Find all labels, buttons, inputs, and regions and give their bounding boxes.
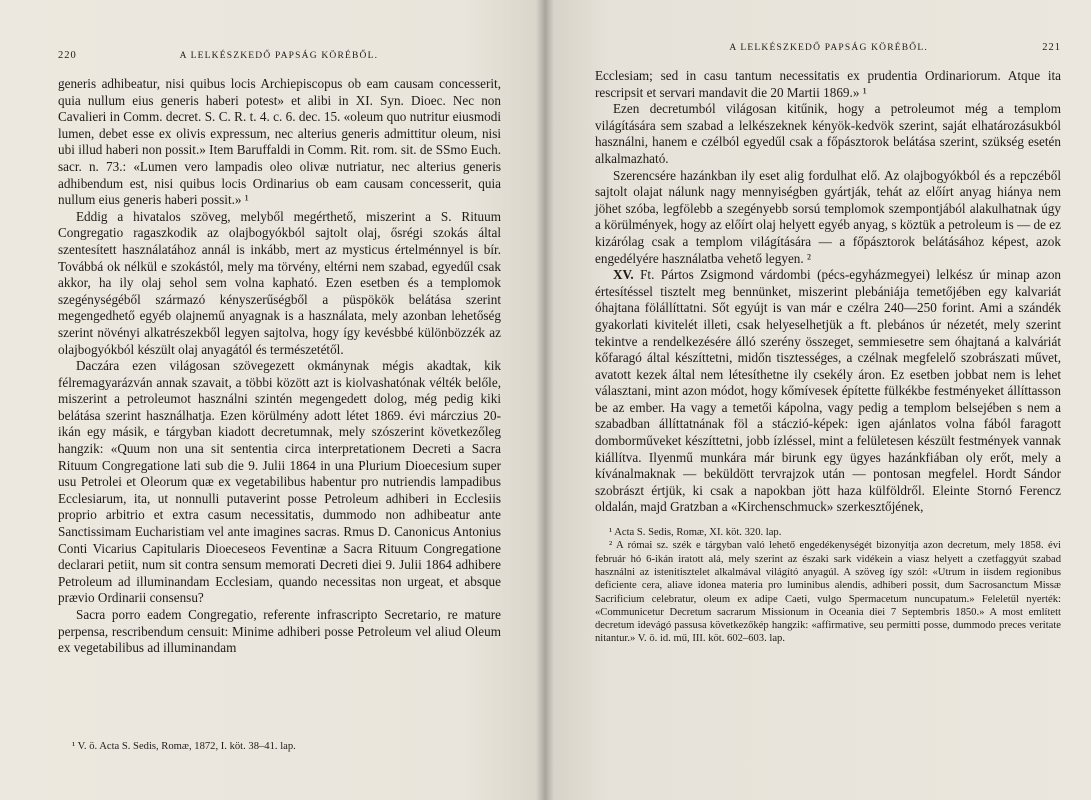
running-head: A LELKÉSZKEDŐ PAPSÁG KÖRÉBŐL. — [729, 43, 928, 53]
running-head: A LELKÉSZKEDŐ PAPSÁG KÖRÉBŐL. — [179, 51, 379, 61]
footnote: ¹ V. ö. Acta S. Sedis, Romæ, 1872, I. köt. 38–41. lap. — [72, 741, 296, 752]
right-page — [545, 0, 1091, 800]
section-marker: XV. — [613, 267, 634, 283]
footnote: ² A római sz. szék e tárgyban való lehető engedékenységét bizonyítja azon decretum, mely 1858. évi február hó 6-ikán iratott alá, mely szerint az északi sark vidékein a viasz helyett a czetfaggyút szabad használni az istenitisztelet alkalmával világító anyagúl. A szöveg így szól: «Utrum in iisdem regionibus deficiente cera, aliave idonea materia pro luminibus alendis, adhiberi possit, dum Sacrosanctum Missæ Sacrificium celebratur, oleum ex adipe Caeti, vulgo Spermacetum nuncupatum.» Feleletűl nyerték: «Communicetur Decretum sacrarum Missionum in Oceania diei 7 Septembris 1850.» A most említett decretum idevágó passusa következőkép hangzik: «affirmative, seu permitti posse, dummodo preces veritate nitantur.» V. ö. id. mű, III. köt. 602–603. lap. — [595, 540, 1061, 645]
paragraph: Ecclesiam; sed in casu tantum necessitatis ex prudentia Ordinariorum. Atque ita rescripsit et servari mandavit die 20 Martii 1869.» ¹ — [595, 68, 1061, 100]
footnote: ¹ Acta S. Sedis, Romæ, XI. köt. 320. lap. — [609, 527, 782, 539]
left-page — [0, 0, 545, 800]
page-number: 221 — [1042, 42, 1061, 53]
left-footnotes — [58, 740, 501, 753]
paragraph: Sacra porro eadem Congregatio, referente infrascripto Secretario, re mature perpensa, rescribendum censuit: Minime adhiberi posse Petroleum vel aliud Oleum ex vegetabilibus ad illuminandam — [58, 607, 501, 656]
right-page-header — [595, 42, 1061, 68]
left-page-header — [58, 50, 501, 76]
right-body-text — [595, 68, 1061, 516]
paragraph: Ezen decretumból világosan kitűnik, hogy a petroleumot még a templom világítására sem szabad a lelkészeknek kényök-kedvök szerint, saját elhatározásukból használni, hanem e czélból egyedűl csak a főpásztorok belátása szerint, szükség esetén alkalmazható. — [595, 101, 1061, 166]
left-body-text — [58, 76, 501, 657]
section-paragraph — [595, 267, 1061, 516]
section-text: Ft. Pártos Zsigmond várdombi (pécs-egyházmegyei) lelkész úr minap azon értesítéssel tisztelt meg bennünket, miszerint plebániája temetőjében egy kalvariát óhajtana fölállíttatni. Sőt egyújt is van már e czélra 240—250 forint. Ami a szándék gyakorlati kivitelét illeti, csak helyeselhetjük a ft. plebános úr nézetét, mely szerint tekintve a rendelkezésére álló szerény összeget, semmiesetre sem óhajtaná a kalváriát kőfaragó által készíttetni, midőn tisztességes, a czélnak megfelelő szobrászati művet, avatott kezek által nem létesíthetne ily csekély áron. Ez esetben jobbat nem is lehet választani, mint azon módot, hogy kőmívesek építette fülkékbe festményeket állíttasson be az ember. Ha vagy a temetői kápolna, vagy pedig a templom belsejében s nem a szabadban állíttatnának föl a stáczió-képek: igen ajánlatos volna fából faragott domborműveket készíttetni, jobb ízléssel, mint a felületesen készült festmények vannak kiállítva. Ilyenmű munkára már birunk egy ügyes hazánkfiában oly erőt, mely a kívánalmaknak — beküldött tervrajzok után — pontosan megfelel. Hordt Sándor szobrászt értjük, ki csak a napokban jött haza külföldről. Eleinte Stornó Ferencz oldalán, majd Gratzban a «Kirchenschmuck» szerkesztőjének, — [595, 267, 1062, 515]
right-footnotes — [595, 526, 1061, 646]
paragraph: generis adhibeatur, nisi quibus locis Archiepiscopus ob eam causam concesserit, quia nullum eius generis haberi potest» et alibi in XI. Syn. Dioec. Nec non Cavalieri in Comm. decret. S. C. R. t. 4. c. 6. dec. 15. «oleum quo nutritur eiusmodi lumen, debet esse ex olivis expressum, nec alterius generis admittitur oleum, nisi ubi illud haberi non possit.» Item Baruffaldi in Comm. Rit. rom. sit. de SSmo Euch. sacr. n. 73.: «Lumen vero lampadis oleo olivæ nutriatur, nec alterius generis adhibendum est, nisi quibus locis Ordinarius ob eam causam concesserit, quia nullum eius generis haberi possit.» ¹ — [58, 76, 501, 208]
page-number: 220 — [58, 50, 77, 61]
paragraph: Szerencsére hazánkban ily eset alig fordulhat elő. Az olajbogyókból és a repczéből sajtolt olajat nálunk nagy mennyiségben gyártják, tehát az előírt anyag hiánya nem jöhet szóba, legfölebb a szegényebb sorsú templomok szempontjából alakulhatnak úgy a körülmények, hogy az előírt olaj helyett egyéb anyag, s köztük a petroleum is — de ez kizárólag csak a templom világítására — a főpásztorok belátásához képest, azok engedélyére használatba vehető legyen. ² — [595, 167, 1061, 266]
paragraph: Daczára ezen világosan szövegezett okmánynak mégis akadtak, kik félremagyarázván annak szavait, a többi között azt is kiolvashatónak vélték belőle, miszerint a petroleumot használni szintén megengedett dolog, még pedig kiki belátása szerint használhatja. Ezen körülmény adott létet 1869. évi márczius 20-ikán egy másik, e tárgyban kiadott decretumnak, mely szószerint következőleg hangzik: «Quum non una sit sententia circa interpretationem Decreti a Sacra Rituum Congregatione lati sub die 9. Julii 1864 in una Plurium Dioecesium super usu Petrolei et Oleorum quæ ex vegetabilibus habentur pro nutriendis lampadibus Ecclesiarum, ita, ut nonnulli putaverint posse Petroleum adhiberi in Ecclesiis proprio arbitrio et extra casum necessitatis, dummodo non adhibeatur ante Sanctissimam Eucharistiam vel ante imagines sacras. Rmus D. Canonicus Antonius Conti Vicarius Capitularis Dioeceseos Feventinæ a Sacra Rituum Congregatione declarari petiit, num sit contra sensum memorati Decreti diei 9. Julii 1864 adhibere Petroleum ad illuminandam Ecclesiam, quando necessitas non urgeat, et absque prævio Ordinarii consensu? — [58, 358, 501, 606]
book-gutter — [536, 0, 554, 800]
paragraph: Eddig a hivatalos szöveg, melyből megérthető, miszerint a S. Rituum Congregatio ragaszkodik az olajbogyókból sajtolt olaj, ősrégi szokás által szentesített használatához annál is inkább, mert az mysticus értelménnyel is bír. Továbbá ok nélkül e szokástól, mely ma törvény, eltérni nem szabad, egyedűl csak akkor, ha ily olaj sehol sem volna kapható. Ezen esetben és a templomok szegénységéből származó kényszerűségből a püspökök belátása szerint megengedhető egyéb olajnemű anyagnak is a használata, mely azonban lehetőség szerint növényi alkatrészekből legyen sajtolva, hogy így kevésbbé különbözzék az olajbogyókból készült olaj anyagától és természetétől. — [58, 208, 501, 357]
